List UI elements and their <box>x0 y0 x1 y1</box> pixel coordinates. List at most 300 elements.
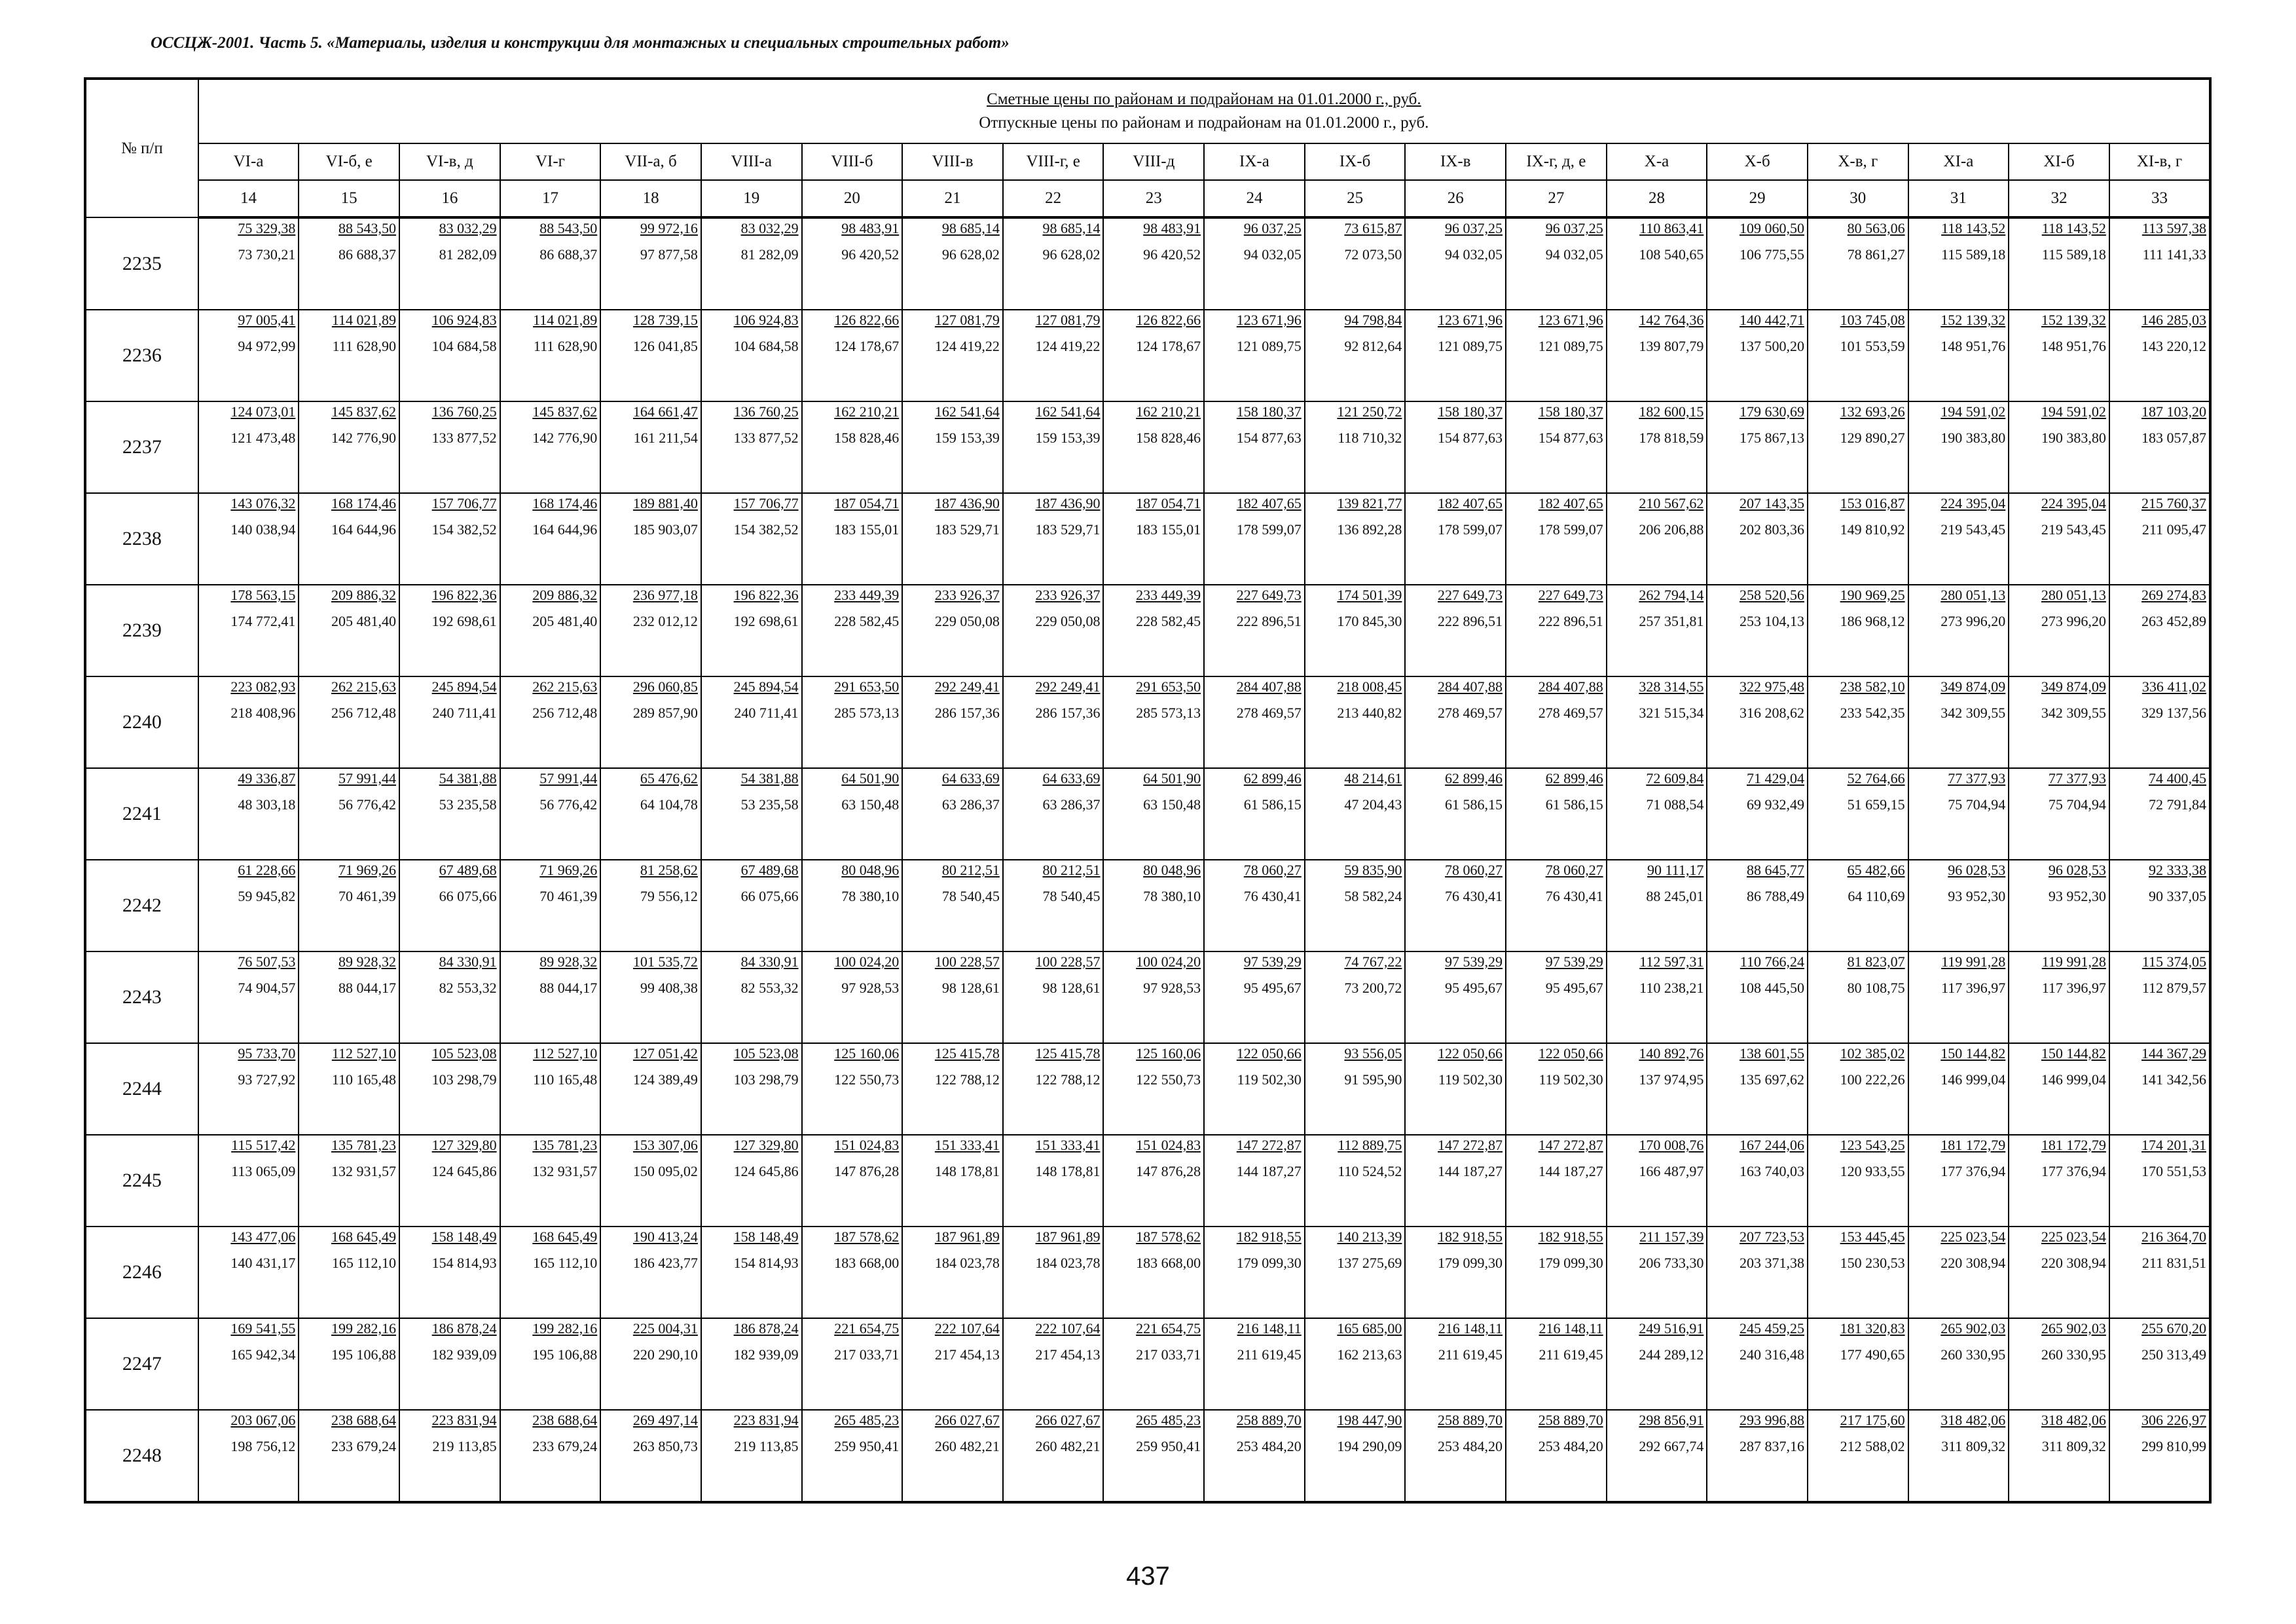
estimate-price: 127 051,42 <box>632 1045 698 1061</box>
estimate-price: 74 767,22 <box>1344 953 1402 970</box>
region-header: XI-б <box>2009 143 2109 180</box>
estimate-price: 112 597,31 <box>1639 953 1704 970</box>
price-cell <box>1003 676 1104 768</box>
column-number: 31 <box>1908 180 2009 217</box>
estimate-price: 168 174,46 <box>532 495 598 511</box>
release-price: 88 044,17 <box>338 980 396 996</box>
release-price: 154 877,63 <box>1438 430 1503 446</box>
release-price: 229 050,08 <box>1035 613 1101 629</box>
estimate-price: 292 249,41 <box>1035 678 1101 695</box>
release-price: 144 187,27 <box>1438 1163 1503 1179</box>
estimate-price: 52 764,66 <box>1847 770 1905 786</box>
price-cell <box>1607 951 1707 1043</box>
estimate-price: 123 671,96 <box>1438 312 1503 328</box>
release-price: 132 931,57 <box>331 1163 396 1179</box>
estimate-price: 57 991,44 <box>338 770 396 786</box>
price-cell <box>1103 310 1204 401</box>
release-price: 66 075,66 <box>740 888 799 904</box>
price-cell <box>1808 676 1908 768</box>
release-price: 159 153,39 <box>934 430 1000 446</box>
region-header: VI-а <box>198 143 299 180</box>
price-cell <box>1607 493 1707 585</box>
release-price: 183 057,87 <box>2141 430 2206 446</box>
estimate-price: 227 649,73 <box>1236 587 1302 603</box>
price-cell <box>1103 401 1204 493</box>
price-cell <box>1003 310 1104 401</box>
price-cell <box>902 1135 1003 1227</box>
release-price: 233 679,24 <box>331 1438 396 1454</box>
estimate-price: 298 856,91 <box>1639 1412 1704 1428</box>
column-number: 32 <box>2009 180 2109 217</box>
release-price: 244 289,12 <box>1639 1346 1704 1363</box>
estimate-price: 71 969,26 <box>338 862 396 878</box>
price-cell <box>600 493 701 585</box>
price-cell <box>399 676 500 768</box>
release-price: 198 756,12 <box>230 1438 296 1454</box>
estimate-price: 174 201,31 <box>2141 1137 2206 1153</box>
price-cell <box>1908 1410 2009 1502</box>
release-price: 108 540,65 <box>1639 246 1704 263</box>
estimate-price: 48 214,61 <box>1344 770 1402 786</box>
release-price: 203 371,38 <box>1739 1255 1804 1271</box>
release-price: 218 408,96 <box>230 705 296 721</box>
price-cell <box>2109 951 2210 1043</box>
estimate-price: 147 272,87 <box>1438 1137 1503 1153</box>
price-cell <box>1707 310 1808 401</box>
release-price: 124 178,67 <box>834 338 900 354</box>
release-price: 219 543,45 <box>2041 521 2106 538</box>
region-header: VIII-в <box>902 143 1003 180</box>
estimate-price: 203 067,06 <box>230 1412 296 1428</box>
price-cell <box>902 310 1003 401</box>
estimate-price: 98 483,91 <box>841 220 900 236</box>
estimate-price: 186 878,24 <box>733 1320 799 1337</box>
price-cell <box>1506 860 1607 951</box>
estimate-price: 280 051,13 <box>2041 587 2106 603</box>
price-cell <box>500 951 601 1043</box>
row-number: 2243 <box>85 951 198 1043</box>
release-price: 192 698,61 <box>431 613 497 629</box>
price-cell <box>1305 860 1406 951</box>
price-cell <box>399 1410 500 1502</box>
estimate-price: 187 961,89 <box>934 1228 1000 1245</box>
release-price: 100 222,26 <box>1840 1071 1905 1088</box>
price-cell <box>1808 585 1908 676</box>
release-price: 96 420,52 <box>841 246 900 263</box>
price-cell <box>2109 768 2210 860</box>
release-price: 117 396,97 <box>2041 980 2106 996</box>
release-price: 93 952,30 <box>2048 888 2106 904</box>
release-price: 124 178,67 <box>1136 338 1201 354</box>
release-price: 183 529,71 <box>934 521 1000 538</box>
row-number: 2244 <box>85 1043 198 1135</box>
price-cell <box>802 217 903 310</box>
release-price: 94 972,99 <box>238 338 296 354</box>
release-price: 260 482,21 <box>934 1438 1000 1454</box>
price-cell <box>500 401 601 493</box>
price-cell <box>1808 860 1908 951</box>
release-price: 217 033,71 <box>834 1346 900 1363</box>
release-price: 78 540,45 <box>941 888 1000 904</box>
price-cell <box>198 676 299 768</box>
price-cell <box>2109 1043 2210 1135</box>
price-cell <box>1204 1410 1305 1502</box>
release-price: 311 809,32 <box>2041 1438 2106 1454</box>
release-price: 53 235,58 <box>439 796 497 813</box>
price-cell <box>299 401 399 493</box>
release-price: 240 316,48 <box>1739 1346 1804 1363</box>
release-price: 70 461,39 <box>338 888 396 904</box>
release-price: 148 951,76 <box>2041 338 2106 354</box>
price-cell <box>1908 1227 2009 1318</box>
price-cell <box>1908 217 2009 310</box>
price-cell <box>1707 676 1808 768</box>
price-cell <box>1305 768 1406 860</box>
estimate-price: 165 685,00 <box>1337 1320 1402 1337</box>
price-cell <box>1305 1410 1406 1502</box>
price-cell <box>1707 1227 1808 1318</box>
estimate-price: 306 226,97 <box>2141 1412 2206 1428</box>
region-header: VI-г <box>500 143 601 180</box>
release-price: 93 952,30 <box>1948 888 2006 904</box>
estimate-price: 80 048,96 <box>1143 862 1201 878</box>
estimate-price: 144 367,29 <box>2141 1045 2206 1061</box>
price-cell <box>198 585 299 676</box>
price-cell <box>299 1135 399 1227</box>
price-cell <box>1707 217 1808 310</box>
estimate-price: 158 148,49 <box>431 1228 497 1245</box>
estimate-price: 187 054,71 <box>1136 495 1201 511</box>
release-price: 211 619,45 <box>1438 1346 1503 1363</box>
price-cell <box>399 860 500 951</box>
region-header: VII-а, б <box>600 143 701 180</box>
release-price: 119 502,30 <box>1438 1071 1503 1088</box>
release-price: 137 275,69 <box>1337 1255 1402 1271</box>
estimate-price: 98 685,14 <box>1042 220 1101 236</box>
release-price: 149 810,92 <box>1840 521 1905 538</box>
price-cell <box>500 585 601 676</box>
release-price: 183 155,01 <box>1136 521 1201 538</box>
estimate-price: 157 706,77 <box>733 495 799 511</box>
release-price: 143 220,12 <box>2141 338 2206 354</box>
estimate-price: 169 541,55 <box>230 1320 296 1337</box>
release-price: 192 698,61 <box>733 613 799 629</box>
release-price: 119 502,30 <box>1237 1071 1302 1088</box>
estimate-price: 265 902,03 <box>2041 1320 2106 1337</box>
price-cell <box>1506 401 1607 493</box>
estimate-price: 245 894,54 <box>733 678 799 695</box>
region-header: VIII-а <box>701 143 802 180</box>
estimate-price: 216 364,70 <box>2141 1228 2206 1245</box>
release-price: 292 667,74 <box>1639 1438 1704 1454</box>
release-price: 154 877,63 <box>1236 430 1302 446</box>
estimate-price: 84 330,91 <box>740 953 799 970</box>
estimate-price: 92 333,38 <box>2149 862 2206 878</box>
release-price: 119 502,30 <box>1539 1071 1603 1088</box>
estimate-price: 291 653,50 <box>1136 678 1201 695</box>
estimate-price: 89 928,32 <box>338 953 396 970</box>
estimate-price: 245 894,54 <box>431 678 497 695</box>
price-cell <box>802 768 903 860</box>
estimate-price: 80 212,51 <box>941 862 1000 878</box>
price-cell <box>198 1043 299 1135</box>
release-price: 61 586,15 <box>1243 796 1302 813</box>
release-price: 287 837,16 <box>1739 1438 1804 1454</box>
estimate-price: 140 213,39 <box>1337 1228 1402 1245</box>
release-price: 56 776,42 <box>338 796 396 813</box>
price-cell <box>902 401 1003 493</box>
region-header: VIII-б <box>802 143 903 180</box>
estimate-price: 187 054,71 <box>834 495 900 511</box>
release-price: 183 668,00 <box>834 1255 900 1271</box>
release-price: 259 950,41 <box>1136 1438 1201 1454</box>
estimate-price: 143 477,06 <box>230 1228 296 1245</box>
release-price: 159 153,39 <box>1035 430 1101 446</box>
price-cell <box>600 217 701 310</box>
release-price: 78 380,10 <box>1143 888 1201 904</box>
estimate-price: 151 024,83 <box>1136 1137 1201 1153</box>
release-price: 342 309,55 <box>2041 705 2106 721</box>
estimate-price: 127 081,79 <box>1035 312 1101 328</box>
release-price: 73 730,21 <box>238 246 296 263</box>
price-cell <box>1003 1135 1104 1227</box>
estimate-price: 233 449,39 <box>834 587 900 603</box>
table-row <box>85 585 2210 676</box>
release-price: 95 495,67 <box>1445 980 1503 996</box>
price-cell <box>399 585 500 676</box>
release-price: 106 775,55 <box>1739 246 1804 263</box>
estimate-price: 181 172,79 <box>2041 1137 2106 1153</box>
release-price: 219 113,85 <box>432 1438 497 1454</box>
estimate-price: 194 591,02 <box>1941 403 2006 420</box>
price-cell <box>2009 1043 2109 1135</box>
price-cell <box>299 676 399 768</box>
price-cell <box>1908 951 2009 1043</box>
estimate-price: 158 148,49 <box>733 1228 799 1245</box>
release-price: 47 204,43 <box>1344 796 1402 813</box>
release-price: 240 711,41 <box>734 705 799 721</box>
release-price: 115 589,18 <box>1941 246 2006 263</box>
price-cell <box>1707 1410 1808 1502</box>
release-price: 256 712,48 <box>532 705 598 721</box>
estimate-price: 64 501,90 <box>1143 770 1201 786</box>
estimate-price: 128 739,15 <box>632 312 698 328</box>
price-cell <box>1405 401 1506 493</box>
estimate-price: 284 407,88 <box>1236 678 1302 695</box>
release-price: 92 812,64 <box>1344 338 1402 354</box>
price-cell <box>399 768 500 860</box>
price-cell <box>600 1135 701 1227</box>
estimate-price: 182 918,55 <box>1438 1228 1503 1245</box>
release-price: 137 974,95 <box>1639 1071 1704 1088</box>
release-price: 178 599,07 <box>1438 521 1503 538</box>
price-cell <box>902 860 1003 951</box>
price-cell <box>701 401 802 493</box>
price-cell <box>1908 493 2009 585</box>
estimate-price: 96 037,25 <box>1445 220 1503 236</box>
price-cell <box>600 676 701 768</box>
price-cell <box>1808 1135 1908 1227</box>
column-number: 22 <box>1003 180 1104 217</box>
release-price: 104 684,58 <box>733 338 799 354</box>
estimate-price: 103 745,08 <box>1840 312 1905 328</box>
estimate-price: 249 516,91 <box>1639 1320 1704 1337</box>
estimate-price: 62 899,46 <box>1243 770 1302 786</box>
release-price: 170 551,53 <box>2141 1163 2206 1179</box>
price-cell <box>2109 1135 2210 1227</box>
release-price: 183 155,01 <box>834 521 900 538</box>
column-number-row <box>85 180 2210 217</box>
release-price: 82 553,32 <box>439 980 497 996</box>
release-price: 253 484,20 <box>1538 1438 1603 1454</box>
release-price: 273 996,20 <box>2041 613 2106 629</box>
column-number: 19 <box>701 180 802 217</box>
release-price: 117 396,97 <box>1941 980 2006 996</box>
table-row <box>85 1135 2210 1227</box>
release-price: 135 697,62 <box>1739 1071 1804 1088</box>
estimate-price: 125 415,78 <box>1035 1045 1101 1061</box>
price-cell <box>299 768 399 860</box>
estimate-price: 126 822,66 <box>834 312 900 328</box>
price-cell <box>1103 768 1204 860</box>
price-cell <box>1103 585 1204 676</box>
price-cell <box>500 676 601 768</box>
price-cell <box>500 1318 601 1410</box>
release-price: 177 376,94 <box>2041 1163 2106 1179</box>
price-cell <box>1204 1318 1305 1410</box>
estimate-price: 100 024,20 <box>834 953 900 970</box>
release-price: 186 423,77 <box>632 1255 698 1271</box>
estimate-price: 76 507,53 <box>238 953 296 970</box>
price-cell <box>1003 401 1104 493</box>
release-price: 141 342,56 <box>2141 1071 2206 1088</box>
release-price: 115 589,18 <box>2041 246 2106 263</box>
release-price: 97 877,58 <box>640 246 698 263</box>
release-price: 118 710,32 <box>1338 430 1402 446</box>
running-header: ОССЦЖ-2001. Часть 5. «Материалы, изделия и конструкции для монтажных и специальных строительных работ» <box>151 34 1010 52</box>
price-cell <box>1607 217 1707 310</box>
estimate-price: 110 766,24 <box>1740 953 1804 970</box>
estimate-price: 97 005,41 <box>238 312 296 328</box>
release-price: 48 303,18 <box>238 796 296 813</box>
price-cell <box>1607 768 1707 860</box>
estimate-price: 318 482,06 <box>1941 1412 2006 1428</box>
price-cell <box>701 1135 802 1227</box>
release-price: 122 550,73 <box>834 1071 900 1088</box>
price-cell <box>1305 951 1406 1043</box>
row-number: 2240 <box>85 676 198 768</box>
release-price: 96 628,02 <box>941 246 1000 263</box>
release-price: 142 776,90 <box>331 430 396 446</box>
price-cell <box>1204 310 1305 401</box>
release-price: 94 032,05 <box>1243 246 1302 263</box>
release-price: 51 659,15 <box>1847 796 1905 813</box>
release-price: 146 999,04 <box>2041 1071 2106 1088</box>
estimate-price: 112 889,75 <box>1338 1137 1402 1153</box>
price-cell <box>1003 1410 1104 1502</box>
column-number: 29 <box>1707 180 1808 217</box>
estimate-price: 96 028,53 <box>2048 862 2106 878</box>
table-row <box>85 1318 2210 1410</box>
price-cell <box>1003 951 1104 1043</box>
estimate-price: 98 483,91 <box>1143 220 1201 236</box>
estimate-price: 215 760,37 <box>2141 495 2206 511</box>
estimate-price: 198 447,90 <box>1337 1412 1402 1428</box>
release-price: 64 110,69 <box>1848 888 1905 904</box>
release-price: 222 896,51 <box>1236 613 1302 629</box>
release-price: 86 688,37 <box>338 246 396 263</box>
estimate-price: 119 991,28 <box>2041 953 2106 970</box>
price-cell <box>1103 217 1204 310</box>
release-price: 190 383,80 <box>1941 430 2006 446</box>
release-price: 74 904,57 <box>238 980 296 996</box>
release-price: 228 582,45 <box>834 613 900 629</box>
release-price: 289 857,90 <box>632 705 698 721</box>
release-price: 211 619,45 <box>1237 1346 1302 1363</box>
release-price: 76 430,41 <box>1243 888 1302 904</box>
price-cell <box>802 1410 903 1502</box>
estimate-price: 83 032,29 <box>439 220 497 236</box>
release-price: 217 033,71 <box>1136 1346 1201 1363</box>
estimate-price: 284 407,88 <box>1538 678 1603 695</box>
estimate-price: 223 082,93 <box>230 678 296 695</box>
price-cell <box>600 1318 701 1410</box>
estimate-price: 62 899,46 <box>1545 770 1603 786</box>
release-price: 154 382,52 <box>733 521 799 538</box>
release-price: 122 788,12 <box>1035 1071 1101 1088</box>
release-price: 88 245,01 <box>1646 888 1704 904</box>
release-price: 178 599,07 <box>1236 521 1302 538</box>
estimate-price: 106 924,83 <box>431 312 497 328</box>
price-cell <box>198 310 299 401</box>
release-price: 90 337,05 <box>2149 888 2206 904</box>
price-cell <box>2109 860 2210 951</box>
release-price: 158 828,46 <box>1136 430 1201 446</box>
price-cell <box>500 768 601 860</box>
price-cell <box>802 585 903 676</box>
column-number: 24 <box>1204 180 1305 217</box>
estimate-price: 216 148,11 <box>1539 1320 1603 1337</box>
release-price: 113 065,09 <box>231 1163 296 1179</box>
price-cell <box>1305 1227 1406 1318</box>
estimate-price: 174 501,39 <box>1337 587 1402 603</box>
row-number: 2246 <box>85 1227 198 1318</box>
price-cell <box>1103 860 1204 951</box>
price-cell <box>1204 1227 1305 1318</box>
estimate-price: 110 863,41 <box>1639 220 1704 236</box>
estimate-price: 190 413,24 <box>632 1228 698 1245</box>
price-cell <box>2109 217 2210 310</box>
estimate-price: 112 527,10 <box>331 1045 396 1061</box>
price-cell <box>1908 401 2009 493</box>
price-cell <box>198 493 299 585</box>
release-price: 260 330,95 <box>2041 1346 2106 1363</box>
release-price: 144 187,27 <box>1236 1163 1302 1179</box>
estimate-price: 135 781,23 <box>532 1137 598 1153</box>
estimate-price: 84 330,91 <box>439 953 497 970</box>
release-price: 112 879,57 <box>2141 980 2206 996</box>
estimate-price: 112 527,10 <box>533 1045 598 1061</box>
row-number-header: № п/п <box>85 79 198 217</box>
release-price: 95 495,67 <box>1243 980 1302 996</box>
estimate-price: 88 543,50 <box>539 220 598 236</box>
estimate-price: 123 543,25 <box>1840 1137 1905 1153</box>
release-price: 78 540,45 <box>1042 888 1101 904</box>
release-price: 94 032,05 <box>1545 246 1603 263</box>
price-cell <box>2109 1227 2210 1318</box>
price-cell <box>1707 1135 1808 1227</box>
release-price: 257 351,81 <box>1639 613 1704 629</box>
